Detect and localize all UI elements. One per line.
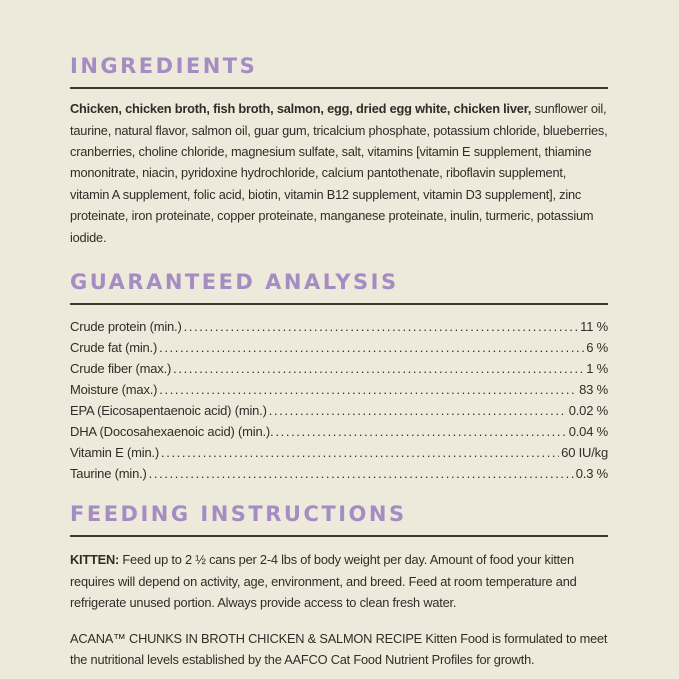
ingredients-section [70,54,608,248]
analysis-row-value: 60 IU/kg [561,445,608,461]
feeding-instructions-title: FEEDING INSTRUCTIONS [70,502,407,527]
ingredients-lead-bold: Chicken, chicken broth, fish broth, salmon, egg, dried egg white, chicken liver, [70,101,532,117]
analysis-row-value: 1 % [586,361,608,377]
analysis-row-label: DHA (Docosahexaenoic acid) (min.). [70,424,274,440]
analysis-row [70,463,608,484]
dot-leader [159,379,577,400]
feeding-kitten-text [70,549,608,613]
analysis-row-label: Vitamin E (min.) [70,445,160,461]
analysis-row-label: Crude fat (min.) [70,340,158,356]
feeding-instructions-section [70,502,608,670]
analysis-row [70,421,608,442]
feeding-instructions-divider [70,535,608,537]
dot-leader [269,400,567,421]
kitten-instructions: Feed up to 2 ½ cans per 2-4 lbs of body weight per day. Amount of food your kitten requires will depend on activity, age, environment, and breed. Feed at room temperature and refrigerate unused portion. Always provide access to clean fresh water. [70,552,577,611]
dot-leader [184,316,579,337]
analysis-row-label: Moisture (max.) [70,382,158,398]
ingredients-title: INGREDIENTS [70,54,258,78]
ingredients-text [70,98,608,248]
guaranteed-analysis-table [70,316,608,484]
analysis-row [70,316,608,337]
dot-leader [159,337,584,358]
analysis-row-value: 83 % [579,382,608,398]
analysis-row-label: Taurine (min.) [70,466,147,482]
aafco-statement: ACANA™ CHUNKS IN BROTH CHICKEN & SALMON RECIPE Kitten Food is formulated to meet the nutritional levels established by the AAFCO Cat Food Nutrient Profiles for growth. [70,630,608,668]
analysis-row-value: 11 % [580,319,608,335]
dot-leader [149,463,574,484]
analysis-row [70,400,608,421]
analysis-row-value: 0.04 % [568,424,608,440]
analysis-row [70,358,608,379]
kitten-label: KITTEN: [70,552,120,568]
dot-leader [161,442,559,463]
guaranteed-analysis-section [70,270,608,484]
analysis-row-label: Crude fiber (max.) [70,361,172,377]
analysis-row [70,442,608,463]
analysis-row-value: 6 % [586,340,608,356]
analysis-row [70,379,608,400]
analysis-row [70,337,608,358]
analysis-row-label: Crude protein (min.) [70,319,182,335]
analysis-row-label: EPA (Eicosapentaenoic acid) (min.) [70,403,267,419]
ingredients-rest: sunflower oil, taurine, natural flavor, salmon oil, guar gum, tricalcium phosphate, potassium chloride, blueberries, cranberries, choline chloride, magnesium sulfate, salt, vitamins [vitamin E supplement, thiamine mononitrate, niacin, pyridoxine hydrochloride, calcium pantothenate, riboflavin supplement, vitamin A supplement, folic acid, biotin, vitamin B12 supplement, vitamin D3 supplement], zinc proteinate, iron proteinate, copper proteinate, manganese proteinate, inulin, turmeric, potassium iodide. [70,101,608,245]
dot-leader [173,358,584,379]
analysis-row-value: 0.02 % [568,403,608,419]
guaranteed-analysis-divider [70,303,608,305]
analysis-row-value: 0.3 % [575,466,608,482]
ingredients-divider [70,87,608,89]
dot-leader [275,421,566,442]
guaranteed-analysis-title: GUARANTEED ANALYSIS [70,270,399,295]
